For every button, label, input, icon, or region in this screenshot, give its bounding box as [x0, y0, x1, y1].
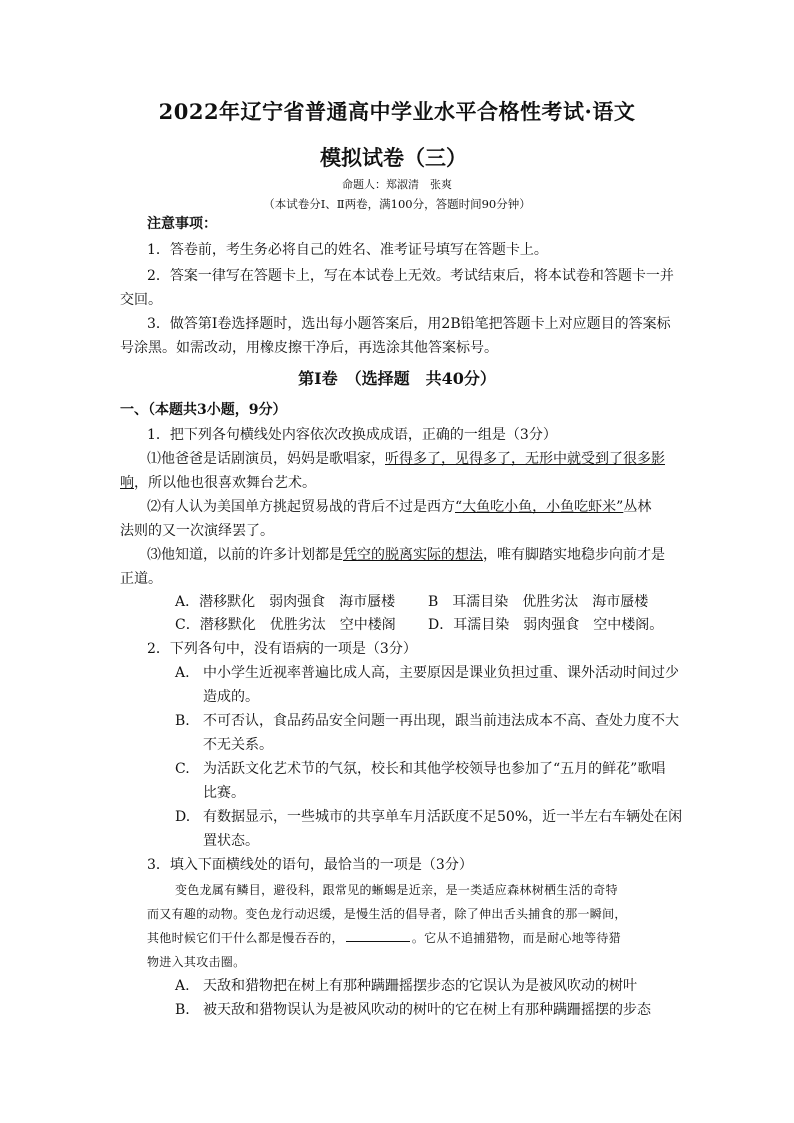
exam-info: （本试卷分Ⅰ、Ⅱ两卷，满100分，答题时间90分钟） [263, 197, 531, 211]
q2-stem: 2．下列各句中，没有语病的一项是（3分） [147, 641, 417, 657]
q1-s1-underline: 听得多了，见得多了，无形中就受到了很多影 [385, 451, 665, 467]
page-title: 2022年辽宁省普通高中学业水平合格性考试·语文 [158, 99, 636, 124]
q2-d-label: D. [175, 809, 191, 825]
q1-option-b: B 耳濡目染 优胜劣汰 海市蜃楼 [428, 594, 649, 610]
q1-s2-pre: ⑵有人认为美国单方挑起贸易战的背后不过是西方 [147, 499, 455, 515]
q2-d-text-cont: 置状态。 [203, 833, 259, 849]
q3-passage-line-4: 物进入其攻击圈。 [147, 955, 246, 969]
q1-stem: 1．把下列各句横线处内容依次改换成成语，正确的一组是（3分） [147, 427, 557, 443]
notice-item-2-cont: 交回。 [120, 292, 162, 308]
q3-a-text: 天敌和猎物把在树上有那种蹒跚摇摆步态的它误认为是被风吹动的树叶 [203, 978, 637, 994]
q1-option-a: A．潜移默化 弱肉强食 海市蜃楼 [175, 594, 396, 610]
authors: 命题人：郑淑清 张爽 [342, 178, 452, 191]
q1-sentence-1 [147, 449, 665, 469]
q1-s1-post: ，所以他也很喜欢舞台艺术。 [134, 475, 316, 491]
q3-passage-line-3 [147, 928, 621, 948]
q3-b-text: 被天敌和猎物误认为是被风吹动的树叶的它在树上有那种蹒跚摇摆的步态 [203, 1002, 651, 1018]
q2-a-text: 中小学生近视率普遍比成人高，主要原因是课业负担过重、课外活动时间过少 [203, 665, 679, 681]
q1-s1-underline-2: 响 [120, 475, 134, 491]
q1-sentence-2-cont: 法则的又一次演绎罢了。 [120, 523, 274, 539]
q2-a-text-cont: 造成的。 [203, 689, 259, 705]
notice-heading: 注意事项： [147, 216, 217, 232]
q2-b-label: B. [175, 713, 190, 729]
q1-s2-underline: “大鱼吃小鱼，小鱼吃虾米” [455, 499, 624, 515]
section-title: 第Ⅰ卷 （选择题 共40分） [298, 369, 496, 388]
q3-p3-post: 。它从不追捕猎物，而是耐心地等待猎 [411, 931, 621, 945]
q1-s1-pre: ⑴他爸爸是话剧演员，妈妈是歌唱家， [147, 451, 385, 467]
q2-a-label: A. [175, 665, 190, 681]
part-title: 一、（本题共3小题，9分） [120, 402, 287, 418]
page-subtitle: 模拟试卷（三） [320, 145, 467, 170]
q1-s3-underline: 凭空的脱离实际的想法 [343, 547, 483, 563]
q3-passage-line-1: 变色龙属有鳞目，避役科，跟常见的蜥蜴是近亲，是一类适应森林树栖生活的奇特 [175, 883, 618, 897]
q1-sentence-2 [147, 497, 651, 517]
q1-option-d: D．耳濡目染 弱肉强食 空中楼阁。 [428, 617, 664, 633]
q1-s2-post: 丛林 [623, 499, 652, 515]
q1-option-c: C．潜移默化 优胜劣汰 空中楼阁 [175, 617, 396, 633]
q1-s3-pre: ⑶他知道，以前的许多计划都是 [147, 547, 343, 563]
q3-a-label: A. [175, 978, 190, 994]
q2-b-text: 不可否认，食品药品安全问题一再出现，跟当前违法成本不高、查处力度不大 [203, 713, 679, 729]
q3-passage-line-2: 而又有趣的动物。变色龙行动迟缓，是慢生活的倡导者，除了伸出舌头捕食的那一瞬间， [147, 907, 627, 921]
notice-item-2: 2．答案一律写在答题卡上，写在本试卷上无效。考试结束后，将本试卷和答题卡一并 [147, 268, 674, 284]
q1-s3-post: ，唯有脚踏实地稳步向前才是 [483, 547, 665, 563]
q3-answer-blank [346, 929, 410, 942]
q1-sentence-3 [147, 545, 665, 565]
notice-item-3-cont: 号涂黑。如需改动，用橡皮擦干净后，再选涂其他答案标号。 [120, 340, 498, 356]
q3-b-label: B. [175, 1002, 190, 1018]
q2-c-text: 为活跃文化艺术节的气氛，校长和其他学校领导也参加了“五月的鲜花”歌唱 [203, 761, 666, 777]
q2-c-text-cont: 比赛。 [203, 785, 245, 801]
q3-stem: 3．填入下面横线处的语句，最恰当的一项是（3分） [147, 857, 473, 873]
notice-item-1: 1．答卷前，考生务必将自己的姓名、准考证号填写在答题卡上。 [147, 242, 548, 258]
q2-c-label: C. [175, 761, 190, 777]
q1-sentence-1-cont [120, 473, 316, 493]
q2-b-text-cont: 不无关系。 [203, 737, 273, 753]
q1-sentence-3-cont: 正道。 [120, 571, 162, 587]
q2-d-text: 有数据显示，一些城市的共享单车月活跃度不足50%，近一半左右车辆处在闲 [203, 809, 683, 825]
q3-p3-pre: 其他时候它们干什么都是慢吞吞的， [147, 931, 344, 945]
notice-item-3: 3．做答第Ⅰ卷选择题时，选出每小题答案后，用2B铅笔把答题卡上对应题目的答案标 [147, 316, 671, 332]
